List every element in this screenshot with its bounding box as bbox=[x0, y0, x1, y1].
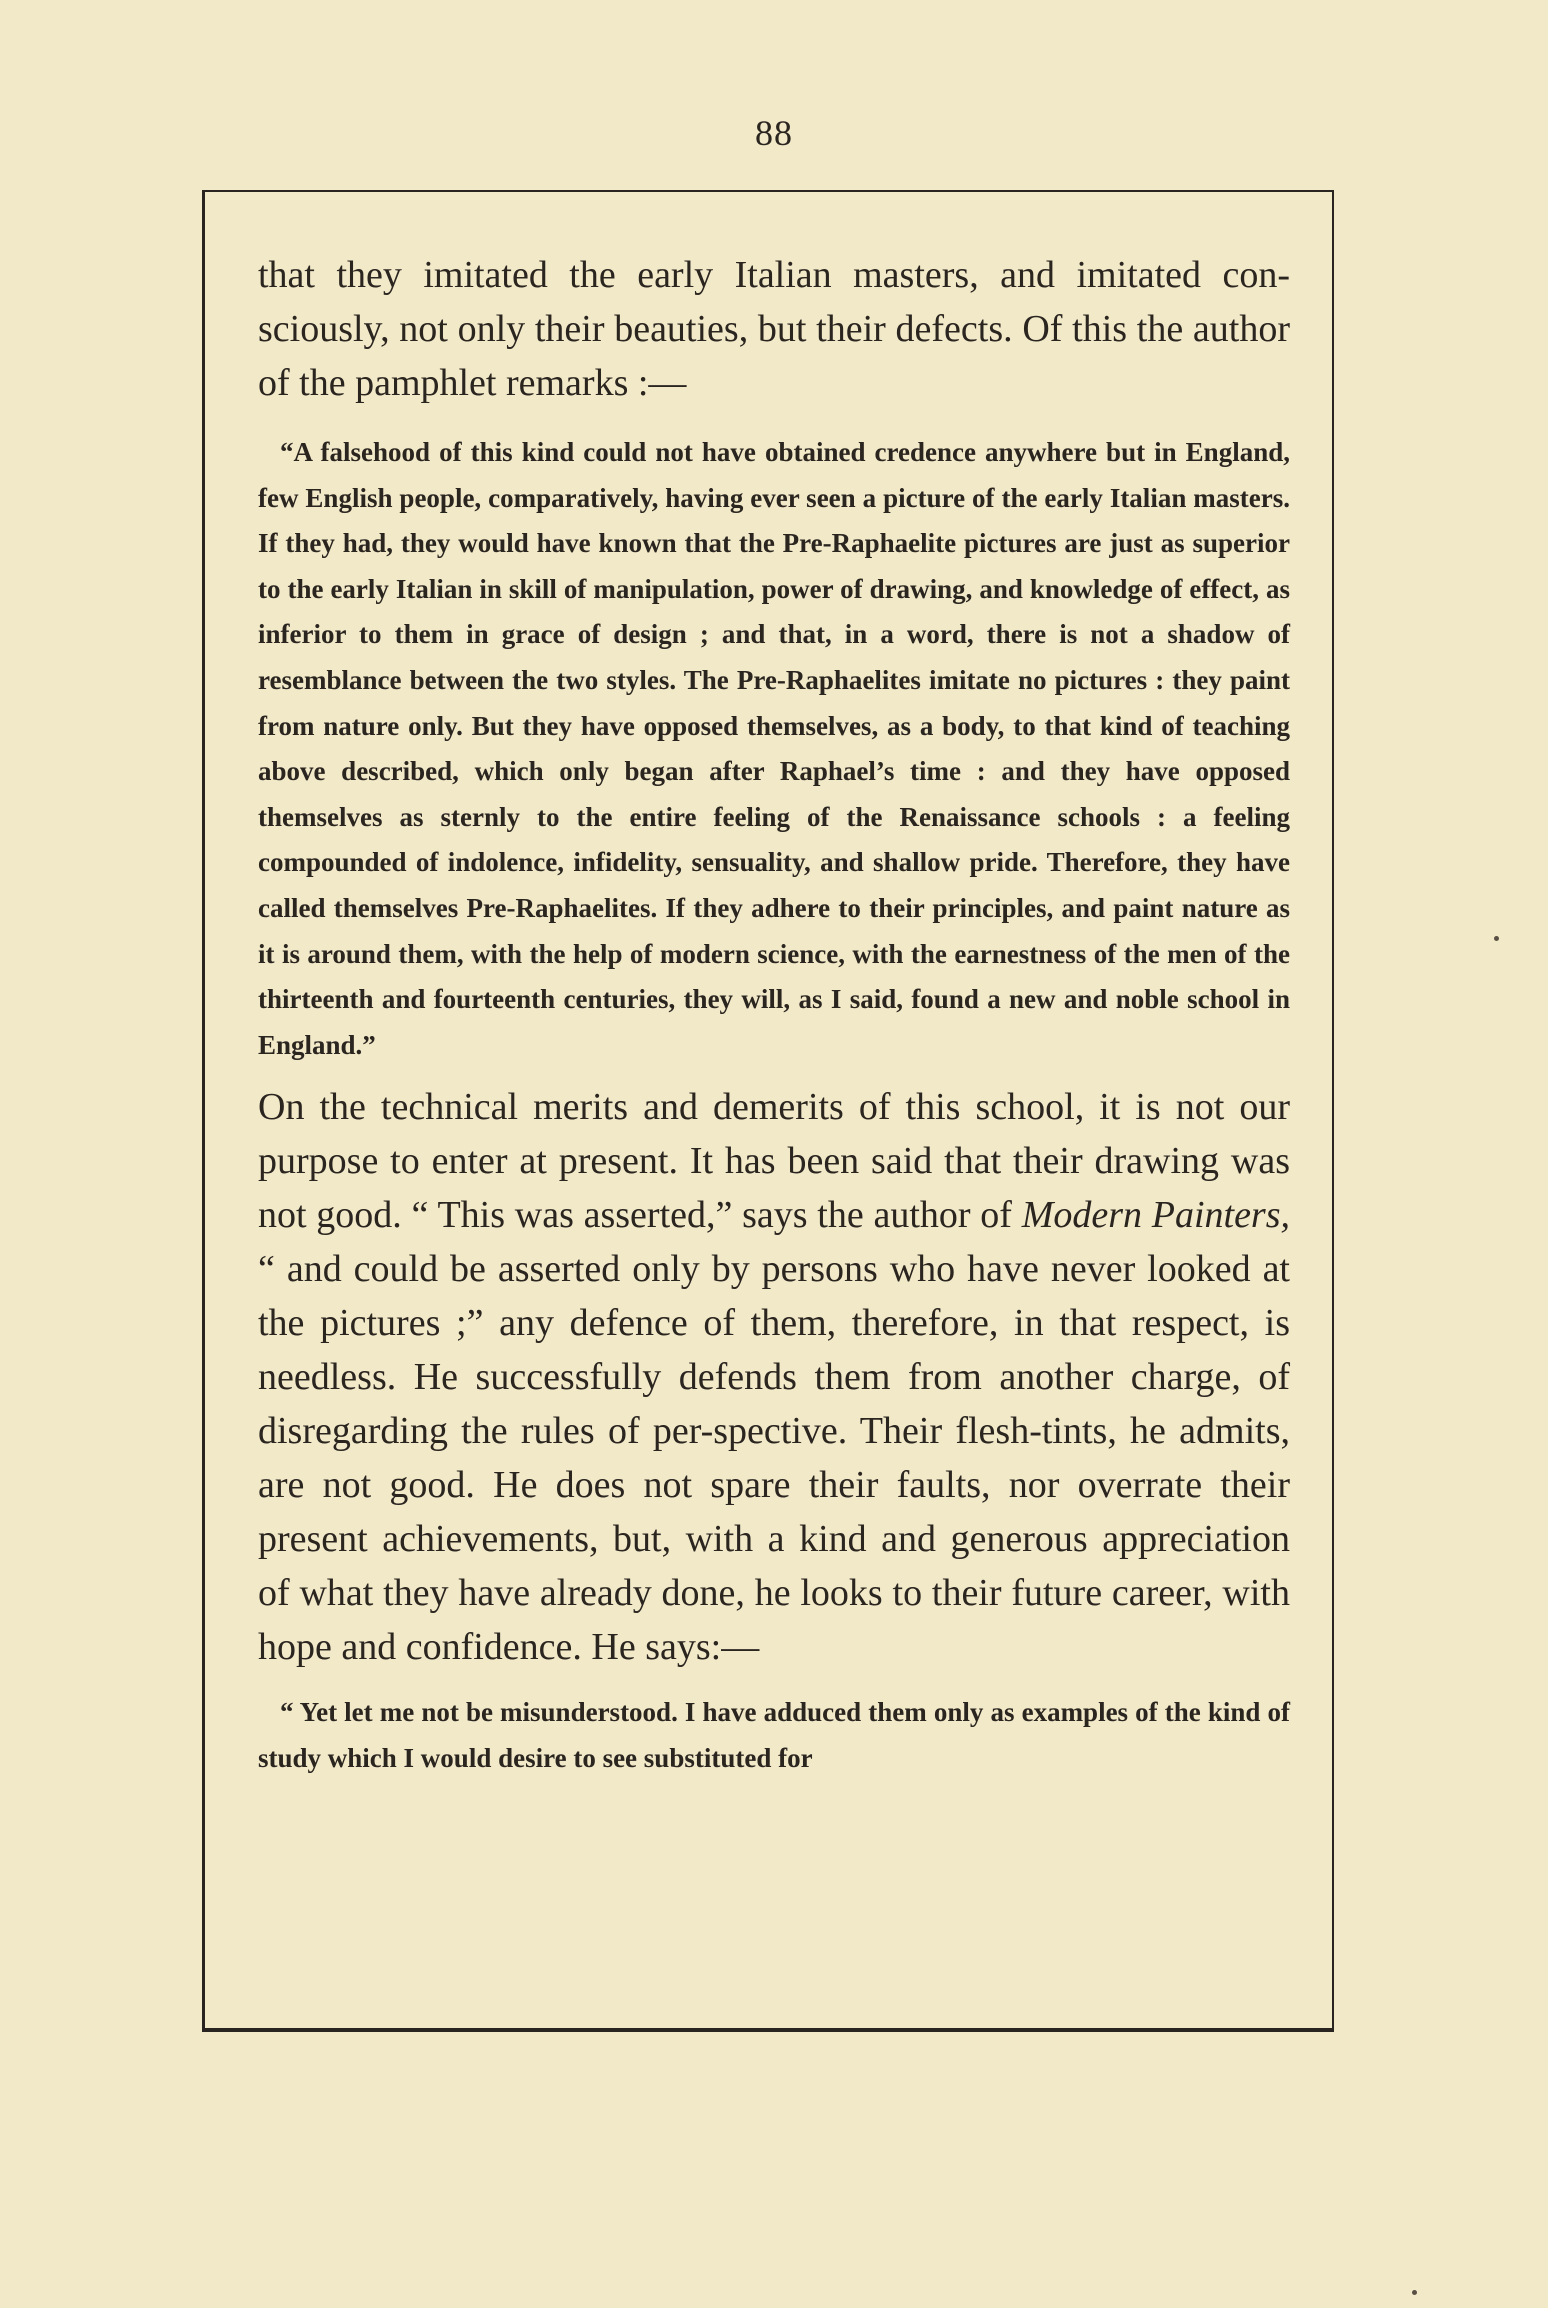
block-quote-2: “ Yet let me not be misunderstood. I have adduced them only as examples of the kind of study which I would desire to see substituted for bbox=[258, 1697, 1290, 1773]
body-paragraph-2 bbox=[258, 1080, 1290, 1674]
page-content bbox=[258, 248, 1290, 1782]
book-title-italic: Modern Painters, bbox=[1021, 1194, 1291, 1237]
page-number: 88 bbox=[755, 113, 793, 153]
body-paragraph-1: that they imitated the early Italian masters, and imitated con-sciously, not only their beauties, but their defects. Of this the author of the pamphlet remarks :— bbox=[258, 254, 1290, 404]
paper-speck bbox=[1412, 2290, 1417, 2295]
block-quote-1: “A falsehood of this kind could not have obtained credence anywhere but in England, few English people, comparatively, having ever seen a picture of the early Italian masters. If they had, they would have known that the Pre-Raphaelite pictures are just as superior to the early Italian in skill of manipulation, power of drawing, and knowledge of effect, as inferior to them in grace of design ; and that, in a word, there is not a shadow of resemblance between the two styles. The Pre-Raphaelites imitate no pictures : they paint from nature only. But they have opposed themselves, as a body, to that kind of teaching above described, which only began after Raphael’s time : and they have opposed themselves as sternly to the entire feeling of the Renaissance schools : a feeling compounded of indolence, infidelity, sensuality, and shallow pride. Therefore, they have called themselves Pre-Raphaelites. If they adhere to their principles, and paint nature as it is around them, with the help of modern science, with the earnestness of the men of the thirteenth and fourteenth centuries, they will, as I said, found a new and noble school in England.” bbox=[258, 437, 1290, 1060]
paragraph-2-text-end: “ and could be asserted only by persons who have never looked at the pictures ;” any defence of them, therefore, in that respect, is needless. He successfully defends them from another charge, of disregarding the rules of per-spective. Their flesh-tints, he admits, are not good. He does not spare their faults, nor overrate their present achievements, but, with a kind and generous appreciation of what they have already done, he looks to their future career, with hope and confidence. He says:— bbox=[258, 1248, 1290, 1669]
paper-speck bbox=[1494, 936, 1499, 941]
paragraph-2-text-start: On the technical merits and demerits of this school, it is not our purpose to enter at present. It has been said that their drawing was not good. “ This was asserted,” says the author of bbox=[258, 1086, 1290, 1237]
